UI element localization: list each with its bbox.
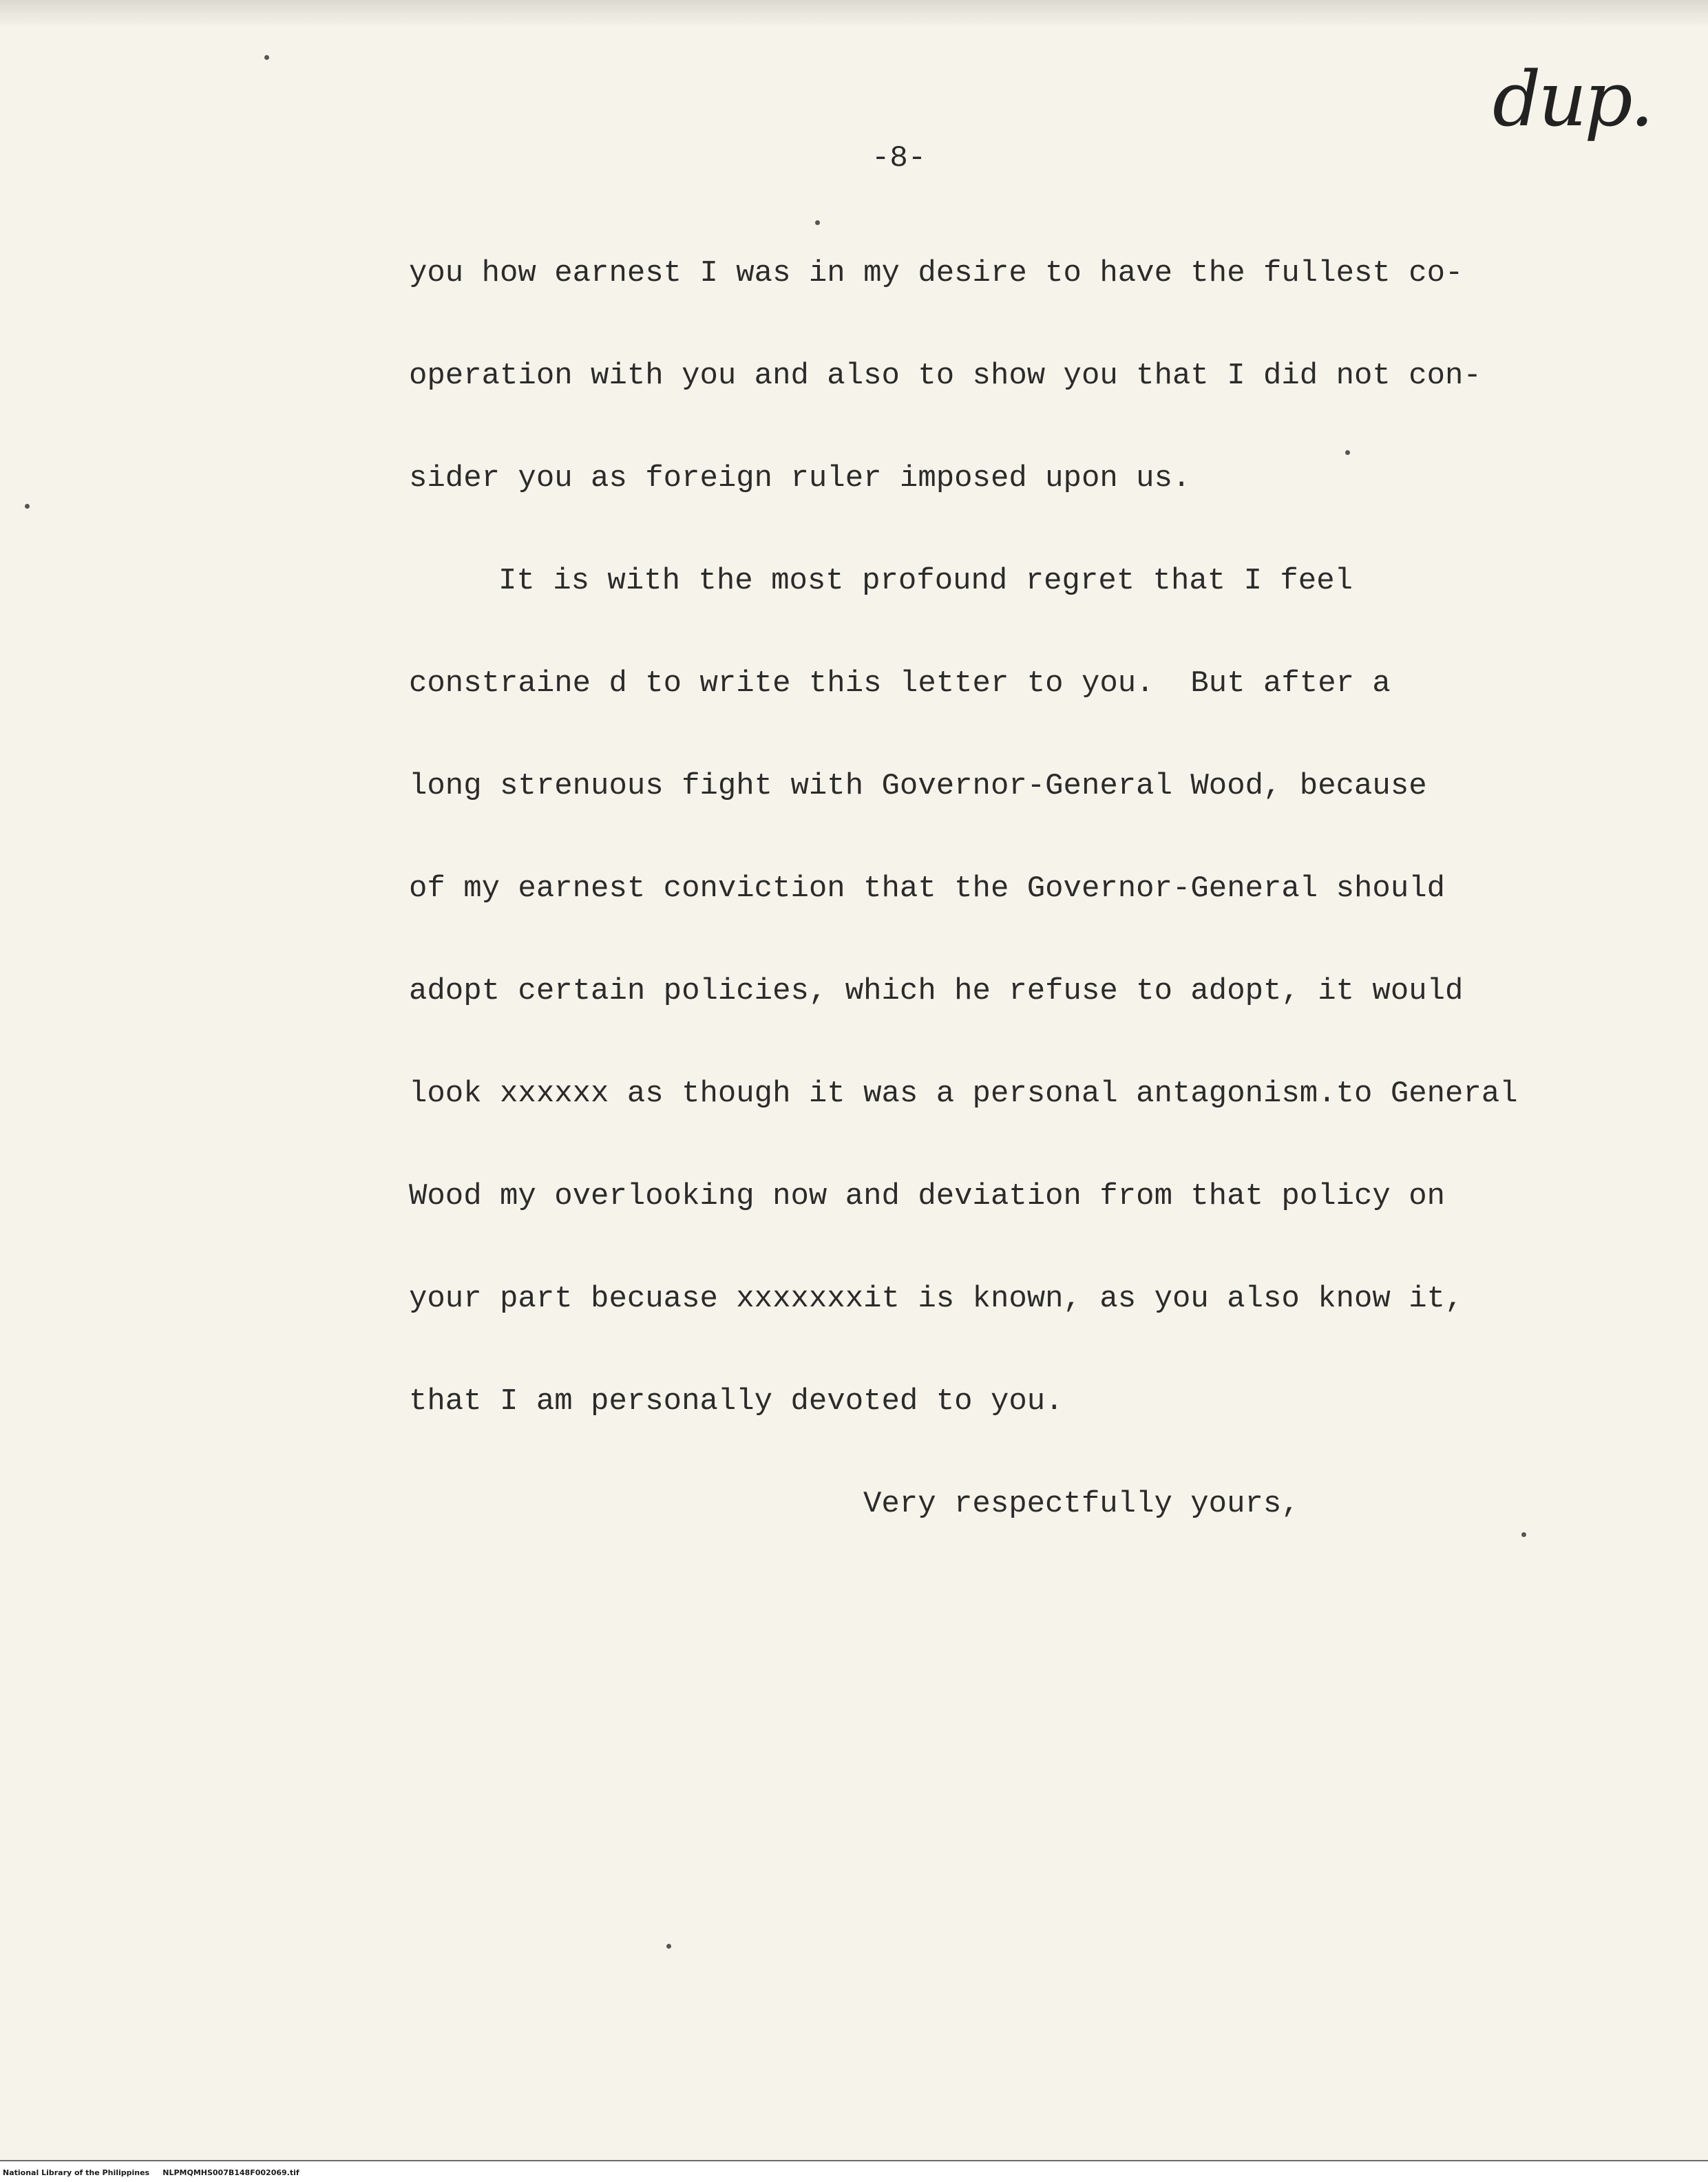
scan-speck [1345, 450, 1350, 455]
handwritten-annotation: dup. [1493, 55, 1652, 143]
text-line: Wood my overlooking now and deviation from that policy on [409, 1179, 1446, 1214]
scan-speck [25, 504, 30, 509]
text-line: look xxxxxx as though it was a personal antagonism.to General [409, 1077, 1518, 1111]
text-line: sider you as foreign ruler imposed upon us. [409, 461, 1191, 496]
archive-footer: National Library of the Philippines NLPMQMHS007B148F002069.tif [3, 2168, 299, 2177]
scan-shadow [0, 0, 1708, 28]
text-line: you how earnest I was in my desire to have the fullest co- [409, 256, 1464, 290]
text-line: It is with the most profound regret that I feel [498, 564, 1353, 598]
closing-line: Very respectfully yours, [863, 1487, 1300, 1521]
text-line: constraine d to write this letter to you. But after a [409, 666, 1391, 701]
text-line: your part becuase xxxxxxxit is known, as you also know it, [409, 1282, 1464, 1316]
text-line: operation with you and also to show you that I did not con- [409, 359, 1482, 393]
text-line: of my earnest conviction that the Governor-General should [409, 871, 1446, 906]
text-line: that I am personally devoted to you. [409, 1384, 1064, 1419]
text-line: long strenuous fight with Governor-General Wood, because [409, 769, 1427, 803]
scan-speck [815, 220, 820, 225]
text-line: adopt certain policies, which he refuse to adopt, it would [409, 974, 1464, 1008]
page-number: -8- [872, 141, 927, 176]
scan-speck [666, 1944, 671, 1949]
scan-speck [1521, 1532, 1526, 1537]
letter-body [409, 258, 1518, 1591]
scan-speck [264, 55, 269, 60]
